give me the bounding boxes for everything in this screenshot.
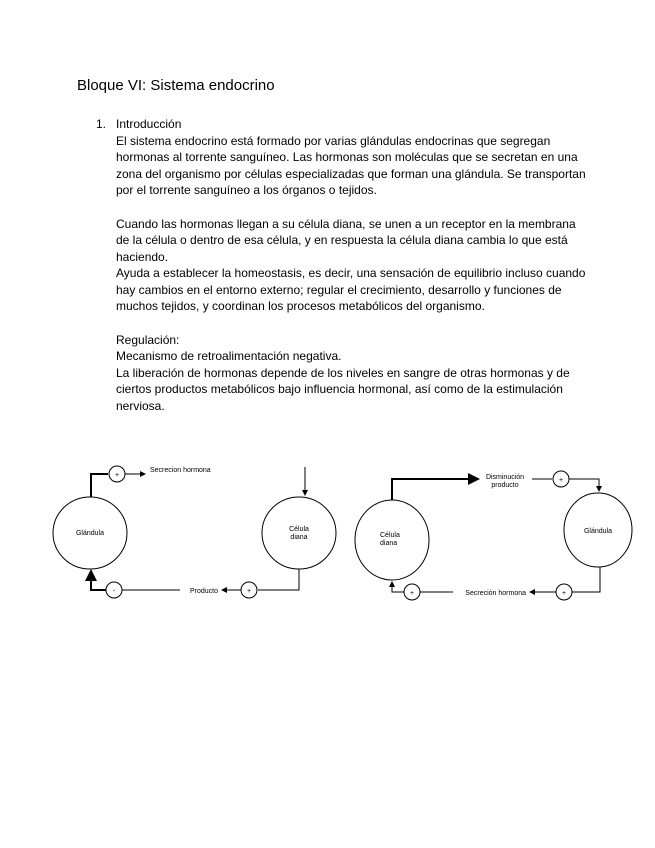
left-product-label: Producto	[189, 588, 218, 595]
paragraph-celula-diana: Cuando las hormonas llegan a su célula diana, se unen a un receptor en la membrana de la célula o dentro de esa célula, y en respuesta la célula diana cambia lo que está haciendo.	[116, 216, 576, 264]
right-secretion-label: Secreción hormona	[465, 590, 526, 597]
left-diagram	[53, 466, 336, 598]
left-secretion-line	[91, 474, 108, 497]
right-target-label-1: Célula	[380, 532, 400, 539]
left-feedback-sign: -	[112, 588, 116, 595]
right-decrease-label-1: Disminución	[485, 474, 525, 481]
paragraph-mecanismo: Mecanismo de retroalimentación negativa.	[116, 349, 342, 363]
page-title: Bloque VI: Sistema endocrino	[77, 77, 275, 94]
left-target-label-1: Célula	[289, 526, 309, 533]
paragraph-liberacion: La liberación de hormonas depende de los niveles en sangre de otras hormonas y de ciertos productos metabólicos bajo influencia hormonal, así como de la estimulación nerviosa.	[116, 365, 570, 413]
section-heading: Introducción	[116, 117, 182, 131]
right-decrease-line	[392, 479, 478, 500]
right-target-sign: +	[409, 590, 415, 597]
right-decrease-sign: +	[558, 477, 564, 484]
section-content	[116, 116, 586, 414]
paragraph-homeostasis: Ayuda a establecer la homeostasis, es decir, una sensación de equilibrio incluso cuando hay cambios en el entorno externo; regular el crecimiento, desarrollo y funciones de muchos tejidos, y coordinan los procesos metabólicos del organismo.	[116, 266, 586, 313]
section-number: 1.	[96, 117, 107, 131]
left-gland-label: Glándula	[75, 530, 105, 537]
right-decrease-label-2: producto	[491, 482, 519, 489]
paragraph-regulacion-heading: Regulación:	[116, 332, 180, 347]
right-secretion-line	[572, 567, 600, 592]
left-product-line	[258, 569, 299, 590]
left-secretion-label: Secrecion hormona	[150, 467, 211, 474]
right-decrease-to-gland-arrow	[569, 479, 599, 491]
left-feedback-arrow	[91, 571, 106, 590]
right-diagram	[355, 471, 632, 600]
feedback-diagrams	[0, 455, 655, 615]
left-product-sign: +	[246, 588, 252, 595]
left-secretion-sign: +	[114, 472, 120, 479]
left-target-circle	[262, 497, 336, 569]
feedback-diagrams-svg	[0, 455, 655, 615]
right-secretion-sign: +	[561, 590, 567, 597]
right-target-label-2: diana	[380, 540, 398, 547]
section-introduccion	[96, 116, 586, 414]
right-secretion-to-target-arrow	[392, 582, 404, 592]
left-target-label-2: diana	[290, 534, 308, 541]
right-gland-label: Glándula	[583, 528, 613, 535]
paragraph-sistema-endocrino: El sistema endocrino está formado por varias glándulas endocrinas que segregan hormonas al torrente sanguíneo. Las hormonas son moléculas que se secretan en una zona del organismo por células especializadas que forman una glándula. Se transportan por el torrente sanguíneo a los órganos o tejidos.	[116, 133, 586, 197]
